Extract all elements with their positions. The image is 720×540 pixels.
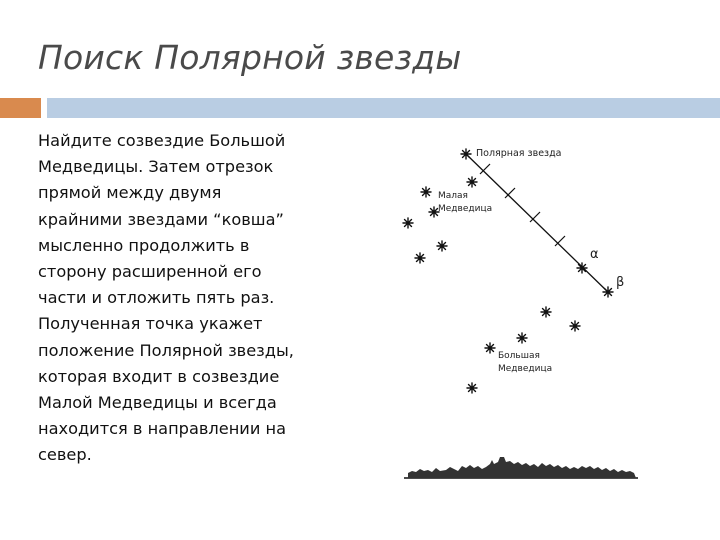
polaris-label: Полярная звезда: [476, 148, 562, 159]
alpha-label: α: [590, 247, 599, 262]
text-line: положение Полярной звезды,: [38, 340, 294, 360]
pointer-tick-marks: [480, 164, 565, 246]
text-line: которая входит в созвездие: [38, 366, 280, 386]
pointer-line: [466, 154, 610, 294]
page-title: Поиск Полярной звезды: [38, 38, 462, 77]
ursa-major-star: [570, 321, 580, 331]
ursa-minor-star: [421, 187, 431, 197]
ursa-major-label-line2: Медведица: [498, 364, 553, 374]
ursa-minor-label-line2: Медведица: [438, 204, 493, 214]
ursa-minor-star: [429, 207, 439, 217]
text-line: мысленно продолжить в: [38, 235, 250, 255]
header-divider-bar: [47, 98, 720, 118]
text-line: Найдите созвездие Большой: [38, 131, 286, 150]
alpha-star: [577, 263, 587, 273]
ursa-major-star: [517, 333, 527, 343]
accent-bar: [0, 98, 41, 118]
ursa-major-star: [467, 383, 477, 393]
polaris-star: [461, 149, 471, 159]
beta-label: β: [616, 275, 625, 290]
ursa-minor-label: Малая: [438, 191, 468, 201]
text-line: находится в направлении на: [38, 419, 286, 439]
text-line: сторону расширенной его: [38, 262, 262, 282]
beta-star: [603, 287, 613, 297]
ursa-minor-star: [467, 177, 477, 187]
ursa-minor-star: [437, 241, 447, 251]
text-line: Малой Медведицы и всегда: [38, 393, 277, 413]
text-line: Медведицы. Затем отрезок: [38, 157, 274, 177]
text-line: части и отложить пять раз.: [38, 288, 275, 308]
text-line: север.: [38, 445, 92, 465]
ursa-minor-star: [403, 218, 413, 228]
ursa-minor-star: [415, 253, 425, 263]
text-line: прямой между двумя: [38, 183, 222, 203]
ursa-major-label: Большая: [498, 351, 540, 361]
horizon-silhouette: [404, 457, 638, 478]
instruction-text: [38, 128, 338, 469]
ursa-major-star: [541, 307, 551, 317]
ursa-major-star: [485, 343, 495, 353]
text-line: Полученная точка укажет: [38, 314, 263, 334]
text-line: крайними звездами “ковша”: [38, 209, 284, 229]
constellation-diagram: [400, 130, 645, 490]
